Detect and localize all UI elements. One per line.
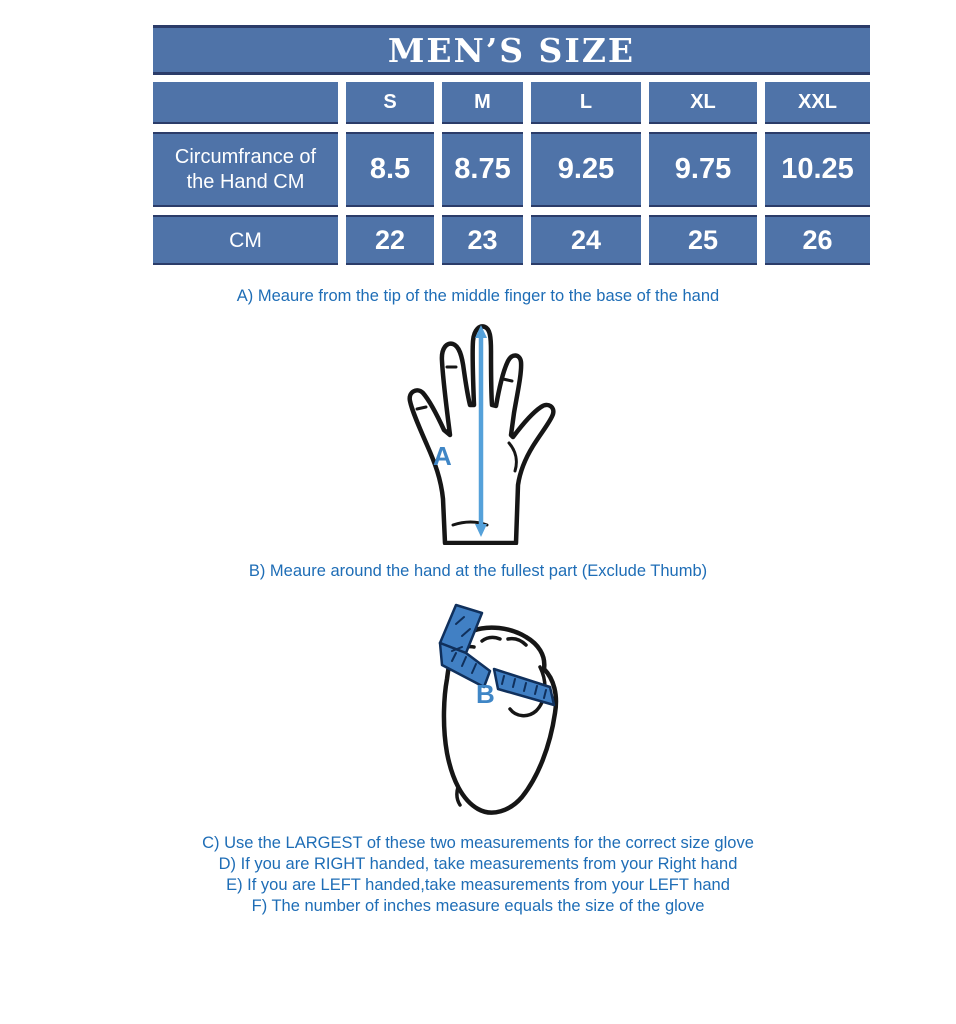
cm-value-l: 24 xyxy=(531,215,641,265)
corner-cell xyxy=(153,82,338,124)
instruction-e: E) If you are LEFT handed,take measurements from your LEFT hand xyxy=(226,876,730,894)
size-grid xyxy=(153,82,870,265)
table-title: MEN’S SIZE xyxy=(387,30,636,70)
circumference-value-xl: 9.75 xyxy=(649,132,757,207)
circumference-value-xxl: 10.25 xyxy=(765,132,870,207)
mens-size-table xyxy=(153,25,870,265)
circumference-value-s: 8.5 xyxy=(346,132,434,207)
figure-a-label: A xyxy=(433,441,452,471)
instruction-a: A) Meaure from the tip of the middle finger to the base of the hand xyxy=(236,287,720,305)
figure-b-label: B xyxy=(476,679,495,709)
circumference-value-m: 8.75 xyxy=(442,132,523,207)
fist-measurement-figure xyxy=(398,591,568,824)
size-header-xl: XL xyxy=(649,82,757,124)
cm-value-xxl: 26 xyxy=(765,215,870,265)
instruction-b: B) Meaure around the hand at the fullest part (Exclude Thumb) xyxy=(248,562,708,580)
cm-value-s: 22 xyxy=(346,215,434,265)
open-hand-measurement-figure xyxy=(383,313,556,545)
size-header-s: S xyxy=(346,82,434,124)
size-header-l: L xyxy=(531,82,641,124)
instruction-f: F) The number of inches measure equals the size of the glove xyxy=(251,897,705,915)
circumference-value-l: 9.25 xyxy=(531,132,641,207)
size-header-m: M xyxy=(442,82,523,124)
row-label-cm: CM xyxy=(153,215,338,265)
fist-tape-illustration xyxy=(398,591,568,824)
size-header-xxl: XXL xyxy=(765,82,870,124)
table-title-band xyxy=(153,25,870,75)
row-label-circumference: Circumfrance of the Hand CM xyxy=(153,132,338,207)
instruction-d: D) If you are RIGHT handed, take measurements from your Right hand xyxy=(218,855,738,873)
open-hand-illustration xyxy=(383,313,556,545)
cm-value-xl: 25 xyxy=(649,215,757,265)
cm-value-m: 23 xyxy=(442,215,523,265)
instruction-c: C) Use the LARGEST of these two measurements for the correct size glove xyxy=(202,834,754,852)
instruction-list xyxy=(0,833,956,917)
